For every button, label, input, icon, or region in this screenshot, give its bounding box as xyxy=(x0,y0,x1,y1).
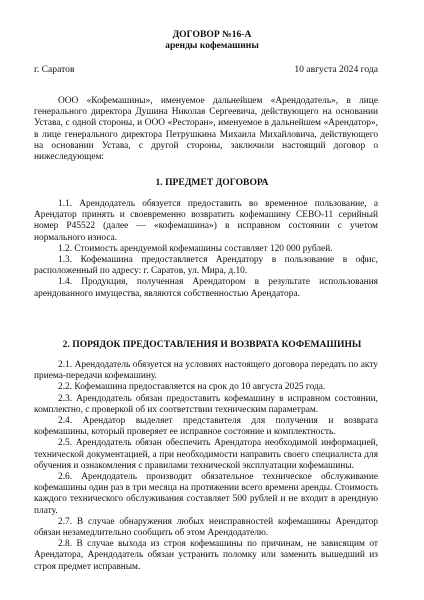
section-2-heading: 2. ПОРЯДОК ПРЕДОСТАВЛЕНИЯ И ВОЗВРАТА КОФЕМАШИНЫ xyxy=(62,339,362,350)
place-date-line xyxy=(34,64,378,75)
section-1-heading: 1. ПРЕДМЕТ ДОГОВОРА xyxy=(155,177,269,188)
clause-2-5: 2.5. Арендодатель обязан обеспечить Арендатора необходимой информацией, технической документацией, а при необходимости направить своего специалиста для обучения и ознакомления с правилами технической эксплуатации кофемашины. xyxy=(34,438,378,471)
document-subtitle: аренды кофемашины xyxy=(165,40,259,51)
clause-1-4: 1.4. Продукция, полученная Арендатором в результате использования арендованного имущества, являются собственностью Арендатора. xyxy=(34,277,378,299)
clause-2-2: 2.2. Кофемашина предоставляется на срок до 10 августа 2025 года. xyxy=(58,382,326,393)
preamble xyxy=(34,96,378,163)
clause-2-7: 2.7. В случае обнаружения любых неисправностей кофемашины Арендатор обязан незамедлительно сообщить об этом Арендодателю. xyxy=(34,516,378,539)
clause-1-2: 1.2. Стоимость арендуемой кофемашины составляет 120 000 рублей. xyxy=(58,243,333,254)
contract-date: 10 августа 2024 года xyxy=(294,64,378,75)
clause-2-3: 2.3. Арендодатель обязан предоставить кофемашину в исправном состоянии, комплектно, с проверкой об их соответствии техническим параметрам. xyxy=(34,393,378,415)
document-title: ДОГОВОР №16-А xyxy=(172,29,252,40)
clause-2-6: 2.6. Арендодатель производит обязательное техническое обслуживание кофемашины один раз в три месяца на протяжении всего времени аренды. Стоимость каждого технического обслуживания составляет 500 рублей и не входит в арендную плату. xyxy=(34,472,378,516)
clause-2-8: 2.8. В случае выхода из строя кофемашины по причинам, не зависящим от Арендатора, Арендодатель обязан устранить поломку или заменить вышедший из строя предмет исправным. xyxy=(34,539,378,572)
clause-1-1: 1.1. Арендодатель обязуется предоставить во временное пользование, а Арендатор принять и своевременно возвратить кофемашину СЕВО-11 серийный номер Р45522 (далее — «кофемашина») в исправном состоянии с учетом нормального износа. xyxy=(34,199,378,243)
preamble-text: ООО «Кофемашины», именуемое дальнейшем «Арендодатель», в лице генерального директора Душина Николая Сергеевича, действующего на основании Устава, с одной стороны, и ООО «Ресторан», именуемое в дальнейшем «Арендатор», в лице генерального директора Петрушкина Михаила Михайловича, действующего на основании Устава, с другой стороны, заключили настоящий договор о нижеследующем: xyxy=(34,96,379,163)
section-1-body xyxy=(34,199,378,300)
clause-1-3: 1.3. Кофемашина предоставляется Арендатору в пользование в офис, расположенный по адресу: г. Саратов, ул. Мира, д.10. xyxy=(34,255,378,277)
clause-2-4: 2.4. Арендатор выделяет представителя для получения и возврата кофемашины, который проверяет ее исправное состояние и комплектность. xyxy=(34,416,378,438)
city: г. Саратов xyxy=(34,64,75,75)
clause-2-1: 2.1. Арендодатель обязуется на условиях настоящего договора передать по акту приема-передачи кофемашину. xyxy=(34,360,378,382)
section-2-body xyxy=(34,360,378,573)
